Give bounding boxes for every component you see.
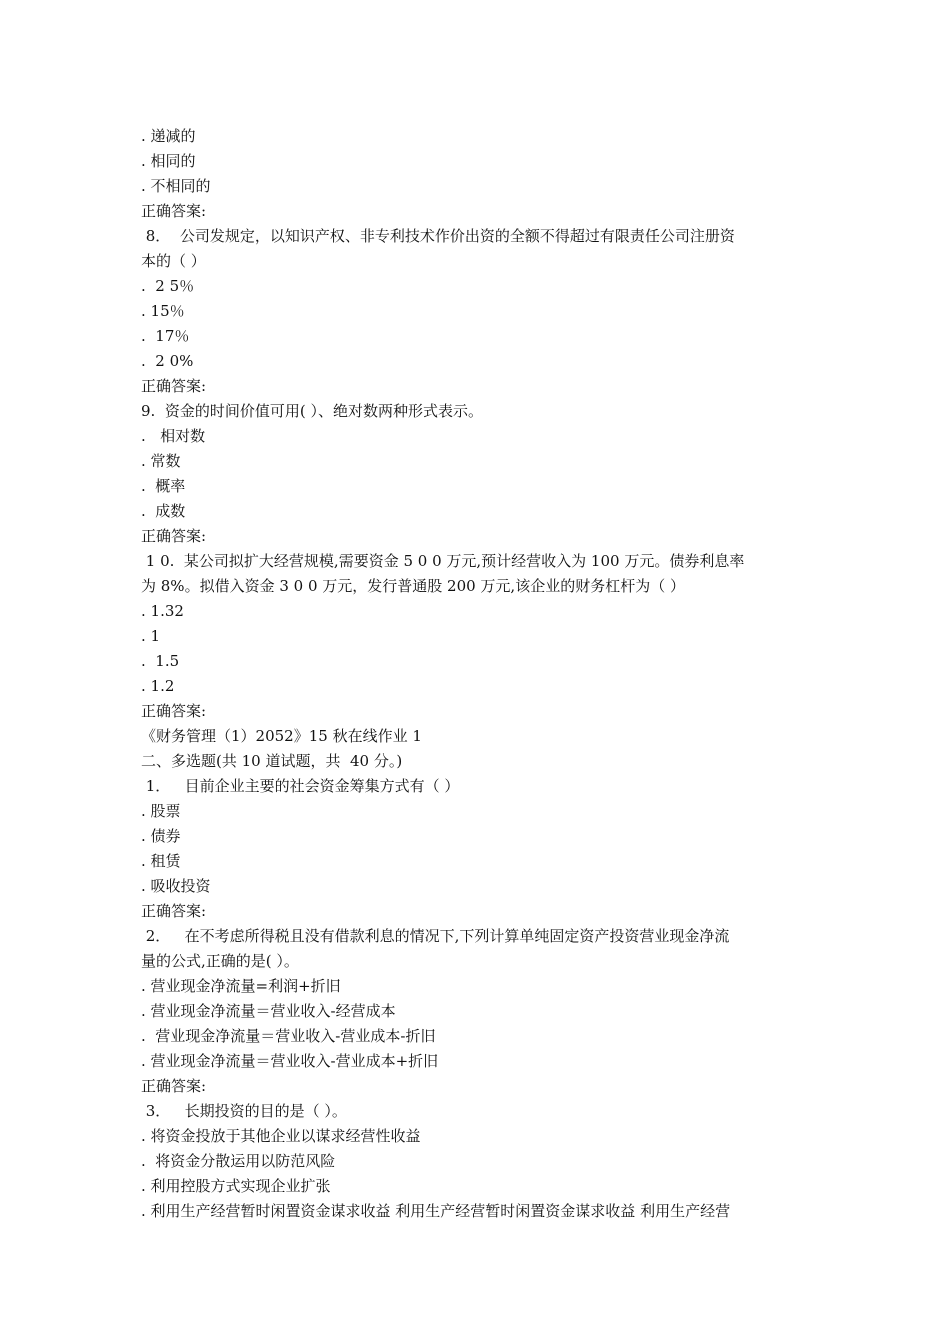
option-line: . 相对数 [141, 427, 206, 445]
answer-label: 正确答案: [141, 202, 207, 220]
option-line: . 不相同的 [141, 177, 211, 195]
option-line: . 成数 [141, 502, 186, 520]
option-line: . 租赁 [141, 852, 181, 870]
option-line: . 1.32 [141, 602, 184, 620]
option-line: . 吸收投资 [141, 877, 211, 895]
option-line: . 股票 [141, 802, 181, 820]
option-line: . 常数 [141, 452, 181, 470]
question-text: 9. 资金的时间价值可用( ）、绝对数两种形式表示。 [141, 402, 483, 420]
option-line: . 递减的 [141, 127, 196, 145]
answer-label: 正确答案: [141, 702, 207, 720]
answer-label: 正确答案: [141, 527, 207, 545]
option-line: . 1.2 [141, 677, 175, 695]
question-text: 本的（ ） [141, 252, 206, 270]
option-line: . 营业现金净流量=利润+折旧 [141, 977, 341, 995]
option-line: . 营业现金净流量＝营业收入-经营成本 [141, 1002, 396, 1020]
option-line: . 利用控股方式实现企业扩张 [141, 1177, 331, 1195]
option-line: . 概率 [141, 477, 186, 495]
section-title: 《财务管理（1）2052》15 秋在线作业 1 [141, 727, 422, 745]
question-text: 为 8%。拟借入资金 3 0 0 万元，发行普通股 200 万元,该企业的财务杠杆为（ ） [141, 577, 685, 595]
question-text: 2． 在不考虑所得税且没有借款利息的情况下,下列计算单纯固定资产投资营业现金净流 [141, 927, 730, 945]
option-line: . 2 5％ [141, 277, 195, 295]
document-page [141, 124, 821, 1224]
option-line: . 债券 [141, 827, 181, 845]
option-line: . 1.5 [141, 652, 180, 670]
question-text: 1． 目前企业主要的社会资金筹集方式有（ ） [141, 777, 460, 795]
option-line: . 将资金分散运用以防范风险 [141, 1152, 336, 1170]
question-text: 1 0. 某公司拟扩大经营规模,需要资金 5 0 0 万元,预计经营收入为 100 万元。债券利息率 [141, 552, 745, 570]
section-heading: 二、多选题(共 10 道试题，共 40 分。) [141, 752, 403, 770]
answer-label: 正确答案: [141, 377, 207, 395]
option-line: . 1 [141, 627, 161, 645]
option-line: . 2 0% [141, 352, 194, 370]
option-line: . 营业现金净流量＝营业收入-营业成本+折旧 [141, 1052, 439, 1070]
answer-label: 正确答案: [141, 902, 207, 920]
question-text: 量的公式,正确的是( ）。 [141, 952, 299, 970]
option-line: . 利用生产经营暂时闲置资金谋求收益 利用生产经营暂时闲置资金谋求收益 利用生产经营 [141, 1202, 731, 1220]
answer-label: 正确答案: [141, 1077, 207, 1095]
option-line: . 15％ [141, 302, 185, 320]
option-line: . 相同的 [141, 152, 196, 170]
option-line: . 17％ [141, 327, 190, 345]
option-line: . 将资金投放于其他企业以谋求经营性收益 [141, 1127, 421, 1145]
option-line: . 营业现金净流量＝营业收入-营业成本-折旧 [141, 1027, 436, 1045]
question-text: 3． 长期投资的目的是（ ）。 [141, 1102, 347, 1120]
question-text: 8． 公司发规定，以知识产权、非专利技术作价出资的全额不得超过有限责任公司注册资 [141, 227, 735, 245]
